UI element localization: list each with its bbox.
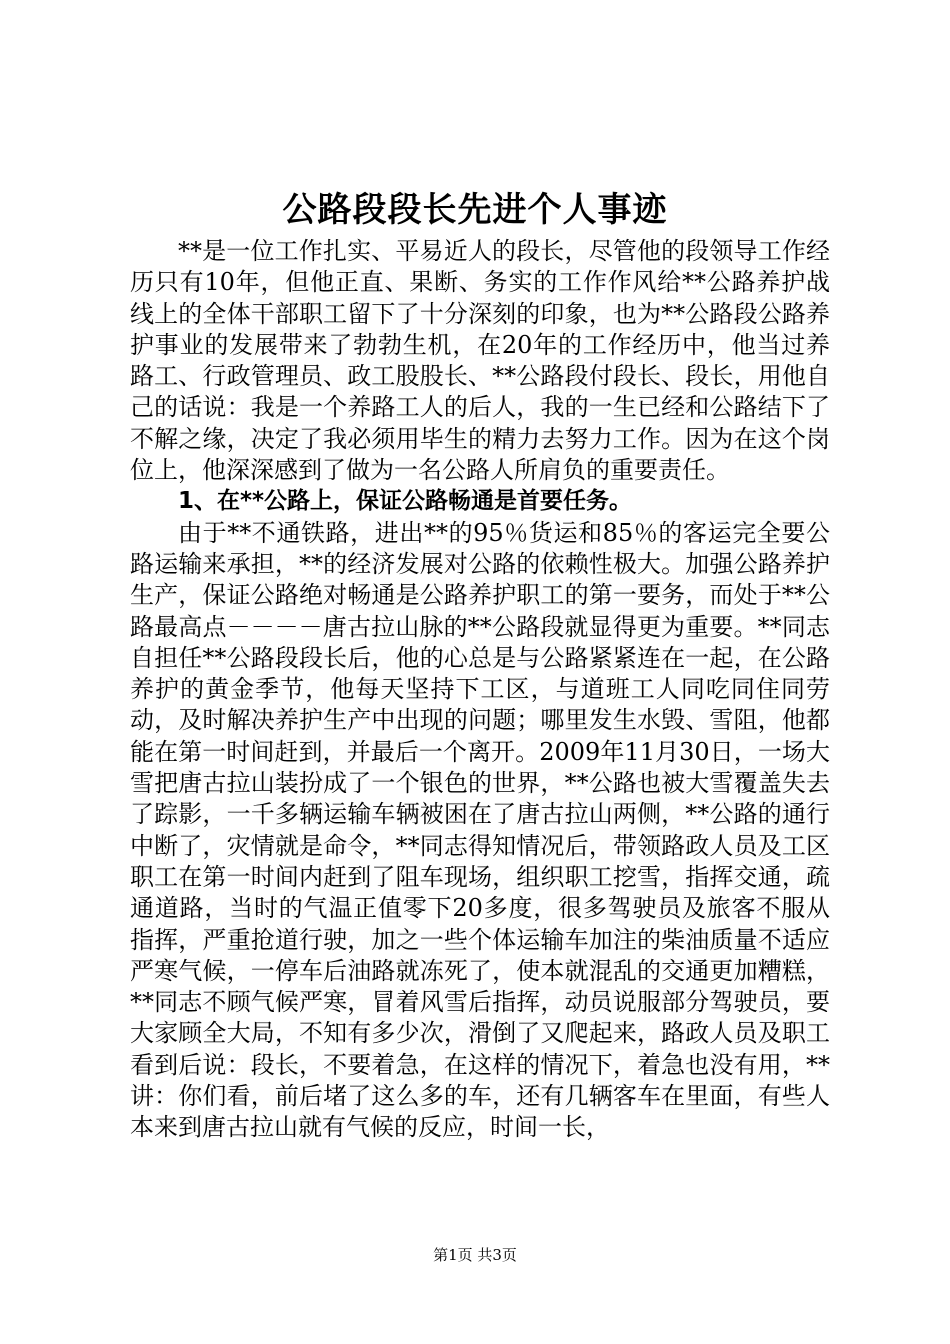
document-title: 公路段段长先进个人事迹 <box>282 190 668 230</box>
page-number-footer: 第1页 共3页 <box>433 1246 517 1264</box>
intro-paragraph: **是一位工作扎实、平易近人的段长，尽管他的段领导工作经历只有10年，但他正直、果断、务实的工作作风给**公路养护战线上的全体干部职工留下了十分深刻的印象，也为**公路段公路养护事业的发展带来了勃勃生机，在20年的工作经历中，他当过养路工、行政管理员、政工股股长、**公路段付段长、段长，用他自己的话说：我是一个养路工人的后人，我的一生已经和公路结下了不解之缘，决定了我必须用毕生的精力去努力工作。因为在这个岗位上，他深深感到了做为一名公路人所肩负的重要责任。 <box>130 237 830 485</box>
document-body <box>130 236 830 1144</box>
section-paragraph: 由于**不通铁路，进出**的95％货运和85％的客运完全要公路运输来承担，**的经济发展对公路的依赖性极大。加强公路养护生产，保证公路绝对畅通是公路养护职工的第一要务，而处于**公路最高点－－－－唐古拉山脉的**公路段就显得更为重要。**同志自担任**公路段段长后，他的心总是与公路紧紧连在一起，在公路养护的黄金季节，他每天坚持下工区，与道班工人同吃同住同劳动，及时解决养护生产中出现的问题；哪里发生水毁、雪阻，他都能在第一时间赶到，并最后一个离开。2009年11月30日，一场大雪把唐古拉山装扮成了一个银色的世界，**公路也被大雪覆盖失去了踪影，一千多辆运输车辆被困在了唐古拉山两侧，**公路的通行中断了，灾情就是命令，**同志得知情况后，带领路政人员及工区职工在第一时间内赶到了阻车现场，组织职工挖雪，指挥交通，疏通道路，当时的气温正值零下20多度，很多驾驶员及旅客不服从指挥，严重抢道行驶，加之一些个体运输车加注的柴油质量不适应严寒气候，一停车后油路就冻死了，使本就混乱的交通更加糟糕，**同志不顾气候严寒，冒着风雪后指挥，动员说服部分驾驶员，要大家顾全大局，不知有多少次，滑倒了又爬起来，路政人员及职工看到后说：段长，不要着急，在这样的情况下，着急也没有用，**讲：你们看，前后堵了这么多的车，还有几辆客车在里面，有些人本来到唐古拉山就有气候的反应，时间一长， <box>130 518 830 1142</box>
section-heading: 1、在**公路上，保证公路畅通是首要任务。 <box>178 488 633 515</box>
